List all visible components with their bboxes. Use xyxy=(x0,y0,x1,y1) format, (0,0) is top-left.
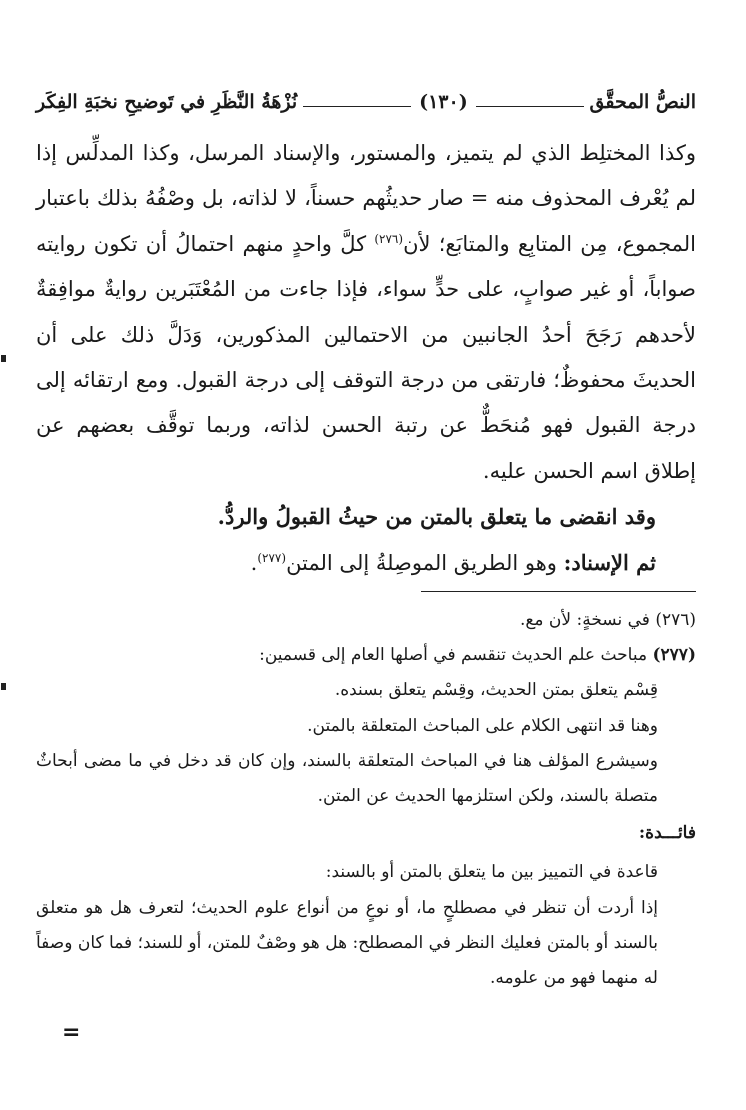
header-right-title: النصُّ المحقَّق xyxy=(589,91,696,113)
running-header xyxy=(36,84,696,120)
footnote-number: (٢٧٦) xyxy=(655,610,696,630)
footnote-number: (٢٧٧) xyxy=(652,645,696,666)
end-mark: = xyxy=(62,1020,81,1045)
footnote-line: وهنا قد انتهى الكلام على المباحث المتعلقة بالمتن. xyxy=(307,715,658,736)
footnote-text: مباحث علم الحديث تنقسم في أصلها العام إلى قسمين: xyxy=(259,645,653,666)
footnote-line: وسيشرع المؤلف هنا في المباحث المتعلقة بالسند، وإن كان قد دخل في ما مضى أبحاثٌ متصلة بالسند، ولكن استلزمها الحديث عن المتن. xyxy=(36,750,658,807)
isnad-text: وهو الطريق الموصِلةُ إلى المتن xyxy=(286,550,564,575)
footnote-277 xyxy=(36,638,696,673)
margin-mark xyxy=(1,355,6,362)
section-end-line: وقد انقضى ما يتعلق بالمتن من حيثُ القبولُ والردُّ. xyxy=(217,504,656,530)
margin-mark xyxy=(1,683,6,690)
paragraph-text: وكذا المختلِط الذي لم يتميز، والمستور، والإسناد المرسل، وكذا المدلِّس إذا لم يُعْرف المحذوف منه = صار حديثُهم حسناً، لا لذاته، بل وصْفُهُ بذلك باعتبار المجموع، مِن المتابِع والمتابَع؛ لأن xyxy=(36,141,696,256)
footnote-line: قِسْم يتعلق بمتن الحديث، وقِسْم يتعلق بسنده. xyxy=(334,680,658,701)
header-rule-left xyxy=(303,106,411,107)
header-left-title: نُزْهَةُ النَّظَرِ في تَوضيحِ نخبَةِ الفِكَر xyxy=(36,91,298,113)
footnotes xyxy=(36,603,696,996)
footnote-line: إذا أردت أن تنظر في مصطلحٍ ما، أو نوعٍ من أنواع علوم الحديث؛ لتعرف هل هو متعلق بالسند أو بالمتن فعليك النظر في المصطلح: هل هو وصْفٌ للمتن، أو للسند؛ فما كان وصفاً له منهما فهو من علومه. xyxy=(36,897,658,989)
isnad-line xyxy=(36,540,656,586)
isnad-end: . xyxy=(250,550,258,575)
footnote-line: قاعدة في التمييز بين ما يتعلق بالمتن أو بالسند: xyxy=(325,862,658,883)
header-rule-right xyxy=(476,106,584,107)
isnad-label: ثم الإسناد: xyxy=(563,549,656,575)
paragraph xyxy=(36,131,696,494)
footnote-276 xyxy=(36,603,696,638)
footnote-text: في نسخةٍ: لأن مع. xyxy=(519,610,656,630)
footnote-ref-276[interactable]: (٢٧٦) xyxy=(374,231,404,246)
footnote-separator xyxy=(421,591,696,592)
footnote-ref-277[interactable]: (٢٧٧) xyxy=(257,550,287,565)
paragraph-text: كلَّ واحدٍ منهم احتمالُ أن تكون روايته صواباً، أو غير صوابٍ، على حدٍّ سواء، فإذا جاءت من المُعْتَبَرين روايةٌ موافِقةٌ لأحدهم رَجَحَ أحدُ الجانبين من الاحتمالين المذكورين، وَدَلَّ ذلك على أن الحديثَ محفوظٌ؛ فارتقى من درجة التوقف إلى درجة القبول. ومع ارتقائه إلى درجة القبول فهو مُنحَطٌّ عن رتبة الحسن لذاته، وربما توقَّف بعضهم عن إطلاق اسم الحسن عليه. xyxy=(36,231,696,483)
faida-heading: فائـــدة: xyxy=(638,823,696,844)
main-text xyxy=(36,131,696,586)
page-number: (١٣٠) xyxy=(419,91,468,113)
